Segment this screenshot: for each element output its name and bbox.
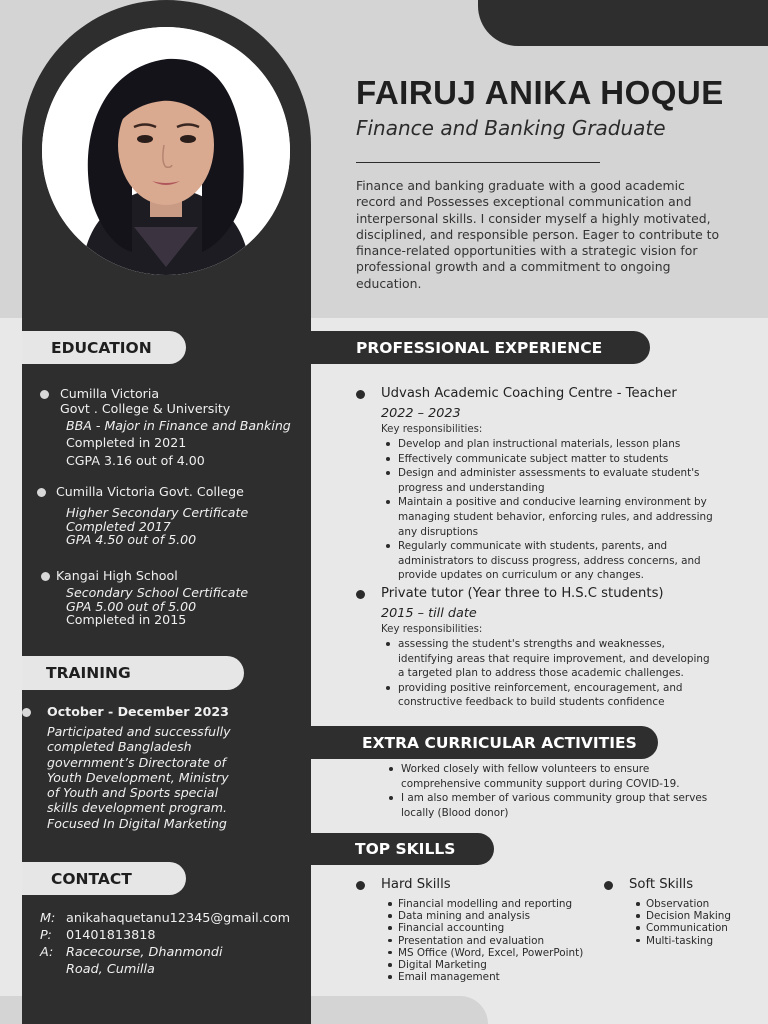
responsibilities-label: Key responsibilities: <box>381 624 483 635</box>
grade: CGPA 3.16 out of 4.00 <box>66 453 205 468</box>
experience-heading: PROFESSIONAL EXPERIENCE <box>311 331 650 364</box>
hard-skills-list <box>384 898 604 983</box>
training-bullet <box>22 708 31 717</box>
address-value <box>66 945 223 978</box>
job-period: 2015 – till date <box>381 606 477 621</box>
contact-phone-row <box>40 928 156 945</box>
email-value: anikahaquetanu12345@gmail.com <box>66 911 291 926</box>
education-bullet <box>40 390 49 399</box>
completion: Completed 2017 <box>66 518 171 534</box>
list-item: Decision Making <box>632 910 762 922</box>
degree: Secondary School Certificate <box>66 585 249 600</box>
profile-photo <box>42 27 290 275</box>
candidate-title: Finance and Banking Graduate <box>356 116 666 140</box>
activities-heading: EXTRA CURRICULAR ACTIVITIES <box>311 726 658 759</box>
list-item: Email management <box>384 971 604 983</box>
training-line: government’s Directorate of <box>47 754 226 770</box>
job-title: Private tutor (Year three to H.S.C students) <box>381 586 664 601</box>
education-bullet <box>37 488 46 497</box>
training-description <box>47 724 231 831</box>
grade: GPA 5.00 out of 5.00 <box>66 598 197 614</box>
list-item: Observation <box>632 898 762 910</box>
school-name: Kangai High School <box>56 568 178 583</box>
contact-heading: CONTACT <box>22 862 186 895</box>
degree: Higher Secondary Certificate <box>66 505 249 520</box>
job-period: 2022 – 2023 <box>381 406 461 421</box>
hard-skills-title: Hard Skills <box>381 877 451 892</box>
list-item: Multi-tasking <box>632 935 762 947</box>
list-item: Regularly communicate with students, parents, and administrators to discuss progress, address concerns, and provide updates on curriculum or any changes. <box>381 539 726 583</box>
list-item: Presentation and evaluation <box>384 935 604 947</box>
activities-list <box>384 762 729 820</box>
email-key: M: <box>40 911 56 926</box>
contact-address-row <box>40 945 223 978</box>
title-divider <box>356 162 600 163</box>
list-item: Worked closely with fellow volunteers to ensure comprehensive community support during COVID-19. <box>384 762 729 791</box>
responsibilities-label: Key responsibilities: <box>381 424 483 435</box>
soft-skills-title: Soft Skills <box>629 877 694 892</box>
list-item: Maintain a positive and conducive learning environment by managing student behavior, enforcing rules, and addressing any disruptions <box>381 495 726 539</box>
soft-skills-list <box>632 898 762 947</box>
job-title: Udvash Academic Coaching Centre - Teacher <box>381 386 677 401</box>
education-item-1-details <box>66 418 291 470</box>
list-item: Data mining and analysis <box>384 910 604 922</box>
school-name: Cumilla Victoria Govt. College <box>56 484 244 499</box>
skills-heading: TOP SKILLS <box>311 833 494 865</box>
school-name-cont: Govt . College & University <box>60 401 231 416</box>
address-key: A: <box>40 945 54 960</box>
degree: BBA - Major in Finance and Banking <box>66 418 291 433</box>
address-line: Road, Cumilla <box>66 961 155 977</box>
list-item: I am also member of various community group that serves locally (Blood donor) <box>384 791 729 820</box>
job-1-responsibilities <box>381 437 726 583</box>
list-item: Digital Marketing <box>384 959 604 971</box>
list-item: Communication <box>632 922 762 934</box>
corner-tab-decoration <box>478 0 768 46</box>
education-item-1 <box>60 386 230 416</box>
education-bullet <box>41 572 50 581</box>
education-item-2-details <box>66 506 248 547</box>
training-line: Focused In Digital Marketing <box>47 815 227 831</box>
training-line: Participated and successfully <box>47 724 231 739</box>
completion: Completed in 2021 <box>66 434 187 450</box>
list-item: Develop and plan instructional materials, lesson plans <box>381 437 726 452</box>
job-2-responsibilities <box>381 637 726 710</box>
candidate-name: FAIRUJ ANIKA HOQUE <box>356 74 724 111</box>
profile-portrait <box>42 27 290 275</box>
completion: Completed in 2015 <box>66 612 187 627</box>
phone-value: 01401813818 <box>66 928 156 943</box>
contact-email-row <box>40 911 290 928</box>
list-item: Effectively communicate subject matter to students <box>381 452 726 467</box>
training-line: Youth Development, Ministry <box>47 769 229 785</box>
training-line: completed Bangladesh <box>47 739 192 755</box>
list-item: Financial modelling and reporting <box>384 898 604 910</box>
list-item: assessing the student's strengths and weaknesses, identifying areas that require improvement, and developing a targeted plan to address those academic challenges. <box>381 637 726 681</box>
list-item: Design and administer assessments to evaluate student's progress and understanding <box>381 466 726 495</box>
school-name: Cumilla Victoria <box>60 386 160 401</box>
grade: GPA 4.50 out of 5.00 <box>66 532 197 547</box>
list-item: MS Office (Word, Excel, PowerPoint) <box>384 947 604 959</box>
job-bullet <box>356 590 365 599</box>
list-item: Financial accounting <box>384 922 604 934</box>
training-heading: TRAINING <box>22 656 244 690</box>
education-item-3-details <box>66 586 248 627</box>
profile-summary: Finance and banking graduate with a good academic record and Possesses exceptional communication and interpersonal skills. I consider myself a highly motivated, disciplined, and responsible person. Eager to contribute to finance-related opportunities with a strategic vision for professional growth and a commitment to ongoing education. <box>356 178 720 291</box>
hard-skills-bullet <box>356 881 365 890</box>
soft-skills-bullet <box>604 881 613 890</box>
list-item: providing positive reinforcement, encouragement, and constructive feedback to build students confidence <box>381 681 726 710</box>
training-period: October - December 2023 <box>47 704 229 719</box>
education-heading: EDUCATION <box>22 331 186 364</box>
training-line: of Youth and Sports special <box>47 785 219 801</box>
address-line: Racecourse, Dhanmondi <box>66 945 223 960</box>
phone-key: P: <box>40 928 52 943</box>
job-bullet <box>356 390 365 399</box>
training-line: skills development program. <box>47 800 228 816</box>
